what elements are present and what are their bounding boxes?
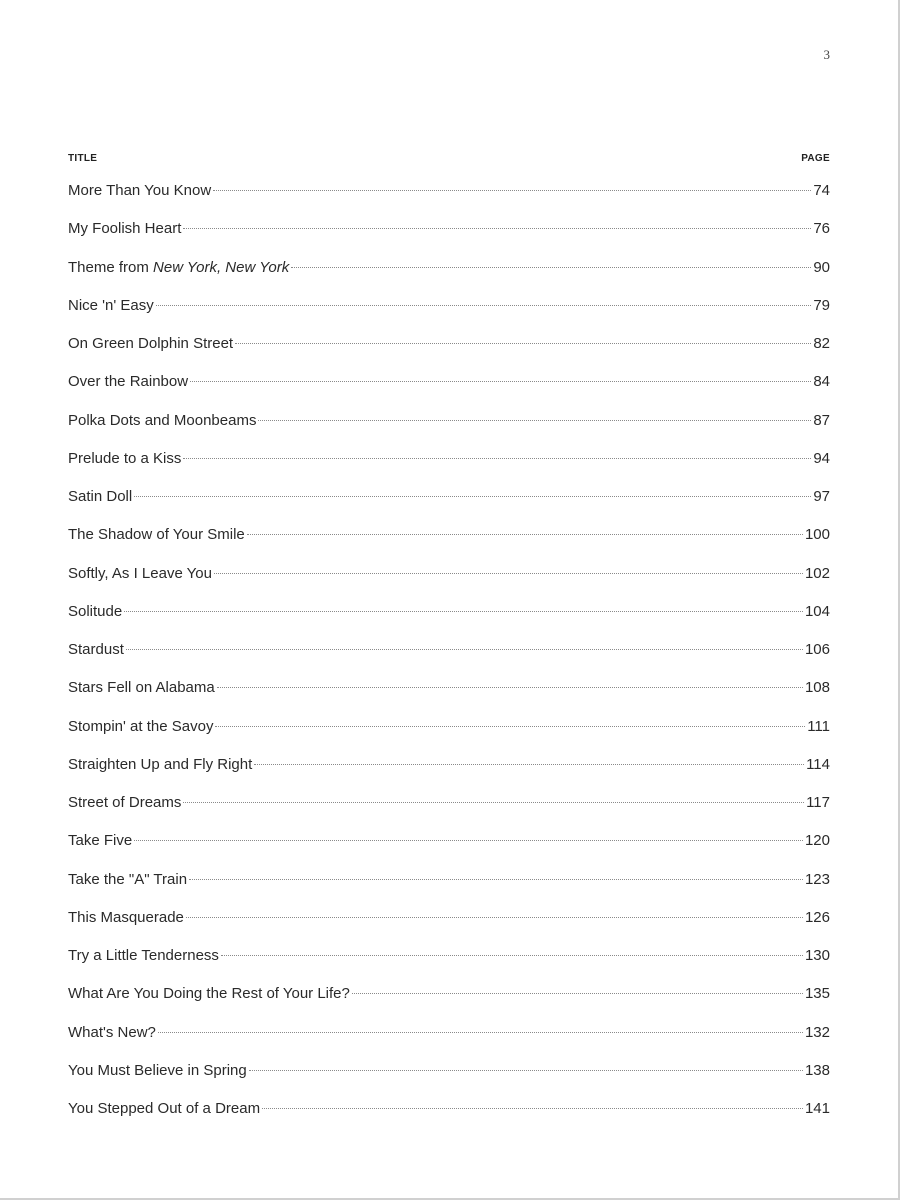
dot-leader	[186, 916, 803, 918]
toc-entry[interactable]	[68, 937, 830, 975]
toc-entry-page: 117	[806, 794, 830, 811]
dot-leader	[235, 342, 811, 344]
toc-entry-title: Try a Little Tenderness	[68, 947, 219, 964]
toc-entry-title: Street of Dreams	[68, 794, 182, 811]
toc-entry-title-prefix: Theme from	[68, 258, 154, 276]
dot-leader	[352, 992, 803, 994]
dot-leader	[158, 1031, 803, 1033]
toc-entry-title: Solitude	[68, 602, 123, 620]
dot-leader	[183, 227, 811, 229]
toc-entry[interactable]	[68, 746, 830, 784]
dot-leader	[254, 763, 804, 765]
toc-entry-page: 84	[813, 373, 830, 391]
toc-entry[interactable]	[68, 516, 830, 554]
toc-entry-page: 123	[804, 870, 830, 888]
toc-entry[interactable]	[68, 631, 830, 669]
toc-entry[interactable]	[68, 210, 830, 248]
toc-entry-page: 138	[804, 1061, 830, 1079]
dot-leader	[126, 648, 803, 650]
toc-entry-page: 132	[804, 1023, 830, 1041]
toc-entry-title: What Are You Doing the Rest of Your Life?	[68, 985, 350, 1003]
dot-leader	[190, 380, 811, 382]
toc-entry-page: 135	[804, 985, 830, 1003]
dot-leader	[189, 878, 803, 880]
page-number: 3	[823, 47, 830, 62]
toc-header	[68, 153, 830, 173]
toc-entry-title: Stardust	[68, 641, 124, 658]
toc-entry[interactable]	[68, 593, 830, 631]
dot-leader	[124, 610, 803, 612]
toc-entry-page: 82	[813, 335, 830, 352]
dot-leader	[215, 725, 805, 727]
toc-entry-title: Stars Fell on Alabama	[68, 679, 215, 697]
dot-leader	[134, 839, 803, 841]
dot-leader	[249, 1069, 803, 1071]
dot-leader	[214, 572, 803, 574]
toc-header-title: TITLE	[68, 153, 98, 164]
toc-entry-page: 97	[813, 488, 830, 505]
toc-entry[interactable]	[68, 440, 830, 478]
toc-list	[68, 172, 830, 1128]
toc-entry-title: The Shadow of Your Smile	[68, 526, 245, 544]
toc-entry[interactable]	[68, 363, 830, 401]
toc-entry-page: 126	[804, 908, 830, 926]
dot-leader	[247, 533, 803, 535]
toc-entry[interactable]	[68, 784, 830, 822]
toc-entry-page: 104	[804, 602, 830, 620]
toc-entry-title: Take the "A" Train	[68, 870, 188, 888]
toc-entry-title: Stompin' at the Savoy	[68, 717, 214, 735]
toc-entry-title: Softly, As I Leave You	[68, 564, 212, 582]
toc-entry[interactable]	[68, 478, 830, 516]
toc-entry[interactable]	[68, 172, 830, 210]
dot-leader	[213, 189, 811, 191]
toc-entry[interactable]	[68, 249, 830, 287]
toc-entry[interactable]	[68, 325, 830, 363]
toc-entry-title: Over the Rainbow	[68, 373, 189, 391]
toc-entry-page: 120	[804, 832, 830, 850]
toc-entry[interactable]	[68, 287, 830, 325]
dot-leader	[262, 1107, 803, 1109]
table-of-contents	[68, 153, 830, 1128]
toc-entry-page: 114	[806, 755, 830, 773]
toc-entry[interactable]	[68, 669, 830, 707]
toc-entry[interactable]	[68, 708, 830, 746]
toc-entry-title: You Stepped Out of a Dream	[68, 1100, 261, 1117]
toc-entry[interactable]	[68, 555, 830, 593]
toc-entry-page: 94	[813, 449, 830, 467]
toc-entry[interactable]	[68, 861, 830, 899]
toc-entry-title	[68, 249, 289, 287]
toc-entry[interactable]	[68, 822, 830, 860]
toc-entry-title: Polka Dots and Moonbeams	[68, 411, 257, 429]
toc-entry-page: 102	[804, 564, 830, 582]
toc-entry-page: 130	[804, 947, 830, 964]
toc-entry-page: 100	[804, 526, 830, 544]
dot-leader	[183, 801, 804, 803]
dot-leader	[156, 304, 812, 306]
dot-leader	[221, 954, 803, 956]
toc-entry-page: 76	[813, 220, 830, 238]
toc-entry-page: 90	[813, 258, 830, 276]
toc-entry[interactable]	[68, 1090, 830, 1128]
toc-entry-title-italic: New York, New York	[153, 258, 290, 276]
toc-entry-page: 108	[804, 679, 830, 697]
toc-entry[interactable]	[68, 402, 830, 440]
toc-entry-title: More Than You Know	[68, 182, 212, 199]
toc-entry-page: 106	[804, 641, 830, 658]
toc-entry-title: Straighten Up and Fly Right	[68, 755, 253, 773]
toc-entry-title: Nice 'n' Easy	[68, 296, 154, 314]
toc-entry[interactable]	[68, 899, 830, 937]
dot-leader	[183, 457, 811, 459]
toc-entry[interactable]	[68, 975, 830, 1013]
toc-entry[interactable]	[68, 1014, 830, 1052]
dot-leader	[291, 266, 811, 268]
toc-entry-page: 79	[813, 296, 830, 314]
dot-leader	[134, 495, 811, 497]
dot-leader	[217, 686, 803, 688]
toc-header-page: PAGE	[801, 153, 830, 164]
dot-leader	[258, 419, 811, 421]
toc-entry-title: This Masquerade	[68, 908, 184, 926]
toc-entry-title: My Foolish Heart	[68, 220, 182, 238]
toc-entry-title: You Must Believe in Spring	[68, 1061, 247, 1079]
toc-entry-page: 111	[807, 717, 830, 735]
toc-entry-title: Take Five	[68, 832, 133, 850]
toc-entry[interactable]	[68, 1052, 830, 1090]
toc-entry-title: Satin Doll	[68, 488, 133, 505]
toc-entry-title: What's New?	[68, 1023, 156, 1041]
toc-entry-page: 141	[804, 1100, 830, 1117]
toc-entry-title: Prelude to a Kiss	[68, 449, 182, 467]
toc-entry-page: 74	[813, 182, 830, 199]
toc-entry-title: On Green Dolphin Street	[68, 335, 234, 352]
toc-entry-page: 87	[813, 411, 830, 429]
